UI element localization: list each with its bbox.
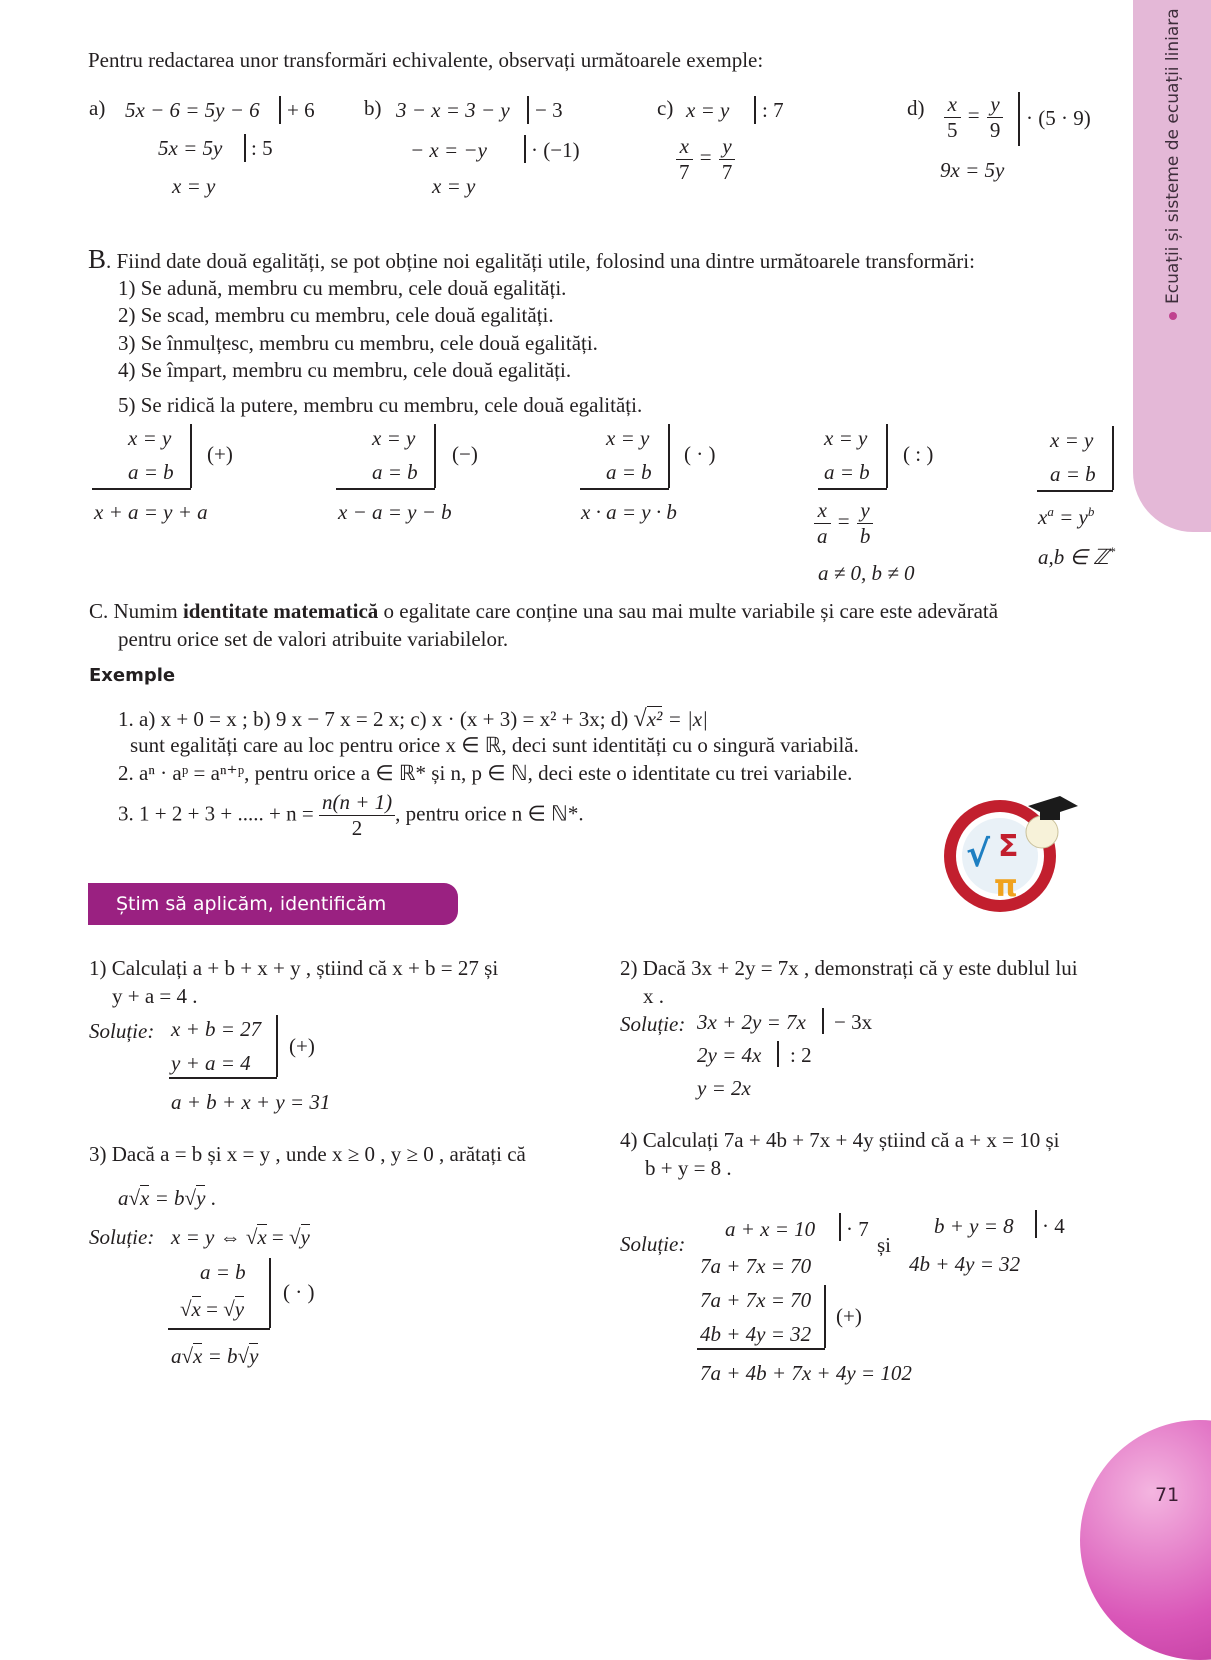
chapter-side-label: Ecuații și sisteme de ecuații liniara [1163, 8, 1183, 320]
b-op3-sign: ( · ) [684, 442, 716, 466]
ex-b-line1: 3 − x = 3 − y [396, 98, 510, 122]
ex-b-op2: · (−1) [531, 138, 580, 162]
problem-4-line1: a + x = 10 [725, 1217, 816, 1241]
section-b-item-4: 4) Se împart, membru cu membru, cele două egalități. [118, 358, 572, 382]
b-op2-bar [434, 424, 436, 488]
b-op5-line2: a = b [1050, 462, 1096, 486]
b-op5-result: $x^a = y^b$ [1038, 504, 1095, 529]
problem-1-text-line1: 1) Calculați a + b + x + y , știind că x + b = 27 și [89, 956, 499, 980]
problem-1-result: a + b + x + y = 31 [171, 1090, 331, 1114]
page-number: 71 [1155, 1484, 1180, 1506]
ex-d-label: d) [907, 96, 925, 120]
example-2: 2. aⁿ · aᵖ = aⁿ⁺ᵖ, pentru orice a ∈ ℝ* și n, p ∈ ℕ, deci este o identitate cu trei variabile. [118, 761, 853, 785]
b-op2-rule [336, 488, 435, 490]
svg-text:√: √ [966, 834, 991, 875]
problem-3-bar [269, 1258, 271, 1328]
section-c-line2: pentru orice set de valori atribuite variabilelor. [118, 627, 509, 651]
bullet-dot-icon [1169, 312, 1177, 320]
examples-title: Exemple [89, 665, 176, 686]
problem-3-line2: a = b [200, 1260, 246, 1284]
b-op4-fraction-result: $\frac{x}{a}$ = $\frac{y}{b}$ [814, 498, 873, 549]
problem-4-and: și [877, 1233, 892, 1257]
b-op4-rule [818, 488, 887, 490]
problem-2-op2: : 2 [790, 1043, 812, 1067]
problem-4-line2: 7a + 7x = 70 [700, 1254, 812, 1278]
example-3: 3. 1 + 2 + 3 + ..... + n = $\frac{n(n + 1)}{2}$ , pentru orice n ∈ ℕ*. [118, 790, 584, 840]
b-op5-condition: a,b ∈ ℤ* [1038, 544, 1116, 569]
ex-b-op1: − 3 [535, 98, 563, 122]
problem-4-text-line1: 4) Calculați 7a + 4b + 7x + 4y știind că a + x = 10 și [620, 1128, 1060, 1152]
problem-1-solution-label: Soluție: [89, 1019, 155, 1043]
ex-d-fraction-equation: $\frac{x}{5}$ = $\frac{y}{9}$ [944, 92, 1003, 143]
ex-d-line2: 9x = 5y [940, 158, 1005, 182]
ex-b-line3: x = y [432, 174, 476, 198]
problem-1-bar [276, 1015, 278, 1077]
problem-4-line3: 7a + 7x = 70 [700, 1288, 812, 1312]
ex-b-bar1 [527, 96, 529, 124]
ex-d-op: · (5 · 9) [1026, 106, 1091, 130]
ex-d-bar [1018, 92, 1020, 146]
section-b-intro: B. Fiind date două egalități, se pot obține noi egalități utile, folosind una dintre următoarele transformări: [88, 244, 975, 274]
problem-3-rule [168, 1328, 270, 1330]
svg-text:π: π [994, 869, 1018, 904]
ex-b-bar2 [524, 135, 526, 163]
problem-2-solution-label: Soluție: [620, 1012, 686, 1036]
ex-c-line1: x = y [686, 98, 730, 122]
problem-1-line1: x + b = 27 [171, 1017, 262, 1041]
b-op4-bar [886, 424, 888, 488]
example-1-line1: 1. a) x + 0 = x ; b) 9 x − 7 x = 2 x; c) x · (x + 3) = x² + 3x; d) √x² = |x| [118, 706, 708, 732]
ex-d-frac-y: $\frac{y}{9}$ [987, 92, 1004, 143]
b-op4-line2: a = b [824, 460, 870, 484]
problem-2-bar1 [822, 1008, 824, 1034]
problem-2-bar2 [777, 1041, 779, 1067]
problem-1-line2: y + a = 4 [171, 1051, 251, 1075]
ex-a-line3: x = y [172, 174, 216, 198]
problem-3-text-line1: 3) Dacă a = b și x = y , unde x ≥ 0 , y ≥ 0 , arătați că [89, 1142, 526, 1166]
intro-text: Pentru redactarea unor transformări echivalente, observați următoarele exemple: [88, 48, 764, 72]
page-corner-decoration [1080, 1420, 1211, 1660]
problem-4-op1b: · 4 [1042, 1214, 1065, 1238]
b-op3-rule [580, 488, 669, 490]
b-op1-rule [92, 488, 191, 490]
b-op1-line2: a = b [128, 460, 174, 484]
problem-4-line1b: b + y = 8 [934, 1214, 1014, 1238]
ex-a-line2: 5x = 5y [158, 136, 223, 160]
ex-c-op1: : 7 [762, 98, 784, 122]
svg-text:Σ: Σ [998, 829, 1019, 864]
section-b-letter: B [88, 244, 107, 274]
b-op3-line1: x = y [606, 426, 650, 450]
ex-c-label: c) [657, 96, 674, 120]
ex-c-frac-y: $\frac{y}{7}$ [719, 134, 736, 185]
b-op3-result: x · a = y · b [581, 500, 677, 524]
b-op5-line1: x = y [1050, 428, 1094, 452]
b-op2-sign: (−) [452, 442, 478, 466]
ex-b-label: b) [364, 96, 382, 120]
problem-4-bar1b [1035, 1210, 1037, 1238]
math-logo-icon [940, 790, 1085, 920]
section-heading-banner: Știm să aplicăm, identificăm conexiuni [88, 883, 458, 925]
b-op1-result: x + a = y + a [94, 500, 208, 524]
section-b-item-3: 3) Se înmulțesc, membru cu membru, cele două egalități. [118, 331, 598, 355]
problem-4-op1: · 7 [846, 1217, 869, 1241]
ex-a-bar1 [279, 96, 281, 124]
ex-a-label: a) [89, 96, 106, 120]
b-op4-sign: ( : ) [903, 442, 934, 466]
b-op3-bar [668, 424, 670, 488]
problem-4-result: 7a + 4b + 7x + 4y = 102 [700, 1361, 912, 1385]
section-c-line1: C. Numim identitate matematică o egalitate care conține una sau mai multe variabile și care este adevărată [89, 599, 999, 623]
problem-3-solution-label: Soluție: [89, 1225, 155, 1249]
problem-2-line3: y = 2x [697, 1076, 751, 1100]
ex-c-bar1 [754, 96, 756, 124]
problem-4-bar2 [824, 1285, 826, 1348]
ex-a-line1: 5x − 6 = 5y − 6 [125, 98, 260, 122]
section-b-item-5: 5) Se ridică la putere, membru cu membru, cele două egalități. [118, 393, 643, 417]
ex-c-fraction-equation: $\frac{x}{7}$ = $\frac{y}{7}$ [676, 134, 735, 185]
ex-a-bar2 [244, 134, 246, 162]
problem-1-text-line2: y + a = 4 . [112, 984, 198, 1008]
b-op2-result: x − a = y − b [338, 500, 452, 524]
problem-3-line1: x = y ⇔ √x = √y [171, 1225, 310, 1249]
b-op2-line2: a = b [372, 460, 418, 484]
problem-4-bar1 [839, 1213, 841, 1241]
problem-4-rule [697, 1348, 825, 1350]
b-op2-line1: x = y [372, 426, 416, 450]
problem-1-rule [169, 1077, 277, 1079]
problem-2-text-line2: x . [643, 984, 664, 1008]
ex-c-frac-x: $\frac{x}{7}$ [676, 134, 693, 185]
b-op1-bar [190, 424, 192, 488]
problem-3-text-line2: a√x = b√y . [118, 1186, 216, 1210]
problem-4-text-line2: b + y = 8 . [645, 1156, 732, 1180]
b-op1-sign: (+) [207, 442, 233, 466]
b-op3-line2: a = b [606, 460, 652, 484]
b-op1-line1: x = y [128, 426, 172, 450]
b-op5-bar [1112, 426, 1114, 490]
problem-4-op: (+) [836, 1304, 862, 1328]
b-op4-condition: a ≠ 0, b ≠ 0 [818, 561, 915, 585]
problem-2-op1: − 3x [834, 1010, 873, 1034]
problem-4-solution-label: Soluție: [620, 1232, 686, 1256]
problem-4-line4: 4b + 4y = 32 [700, 1322, 812, 1346]
problem-3-line3: √x = √y [180, 1297, 245, 1321]
section-b-item-2: 2) Se scad, membru cu membru, cele două egalități. [118, 303, 554, 327]
problem-3-op: ( · ) [283, 1280, 315, 1304]
section-b-item-1: 1) Se adună, membru cu membru, cele două egalități. [118, 276, 567, 300]
ex-a-op2: : 5 [251, 136, 273, 160]
problem-3-result: a√x = b√y [171, 1344, 259, 1368]
b-op4-line1: x = y [824, 426, 868, 450]
problem-1-op: (+) [289, 1034, 315, 1058]
problem-4-line2b: 4b + 4y = 32 [909, 1252, 1021, 1276]
example-1-line2: sunt egalități care au loc pentru orice x ∈ ℝ, deci sunt identități cu o singură variabilă. [130, 733, 859, 757]
ex-a-op1: + 6 [287, 98, 315, 122]
ex-b-line2: − x = −y [410, 138, 487, 162]
ex-d-frac-x: $\frac{x}{5}$ [944, 92, 961, 143]
problem-2-line1: 3x + 2y = 7x [697, 1010, 806, 1034]
problem-2-line2: 2y = 4x [697, 1043, 762, 1067]
problem-2-text-line1: 2) Dacă 3x + 2y = 7x , demonstrați că y este dublul lui [620, 956, 1078, 980]
b-op5-rule [1037, 490, 1113, 492]
